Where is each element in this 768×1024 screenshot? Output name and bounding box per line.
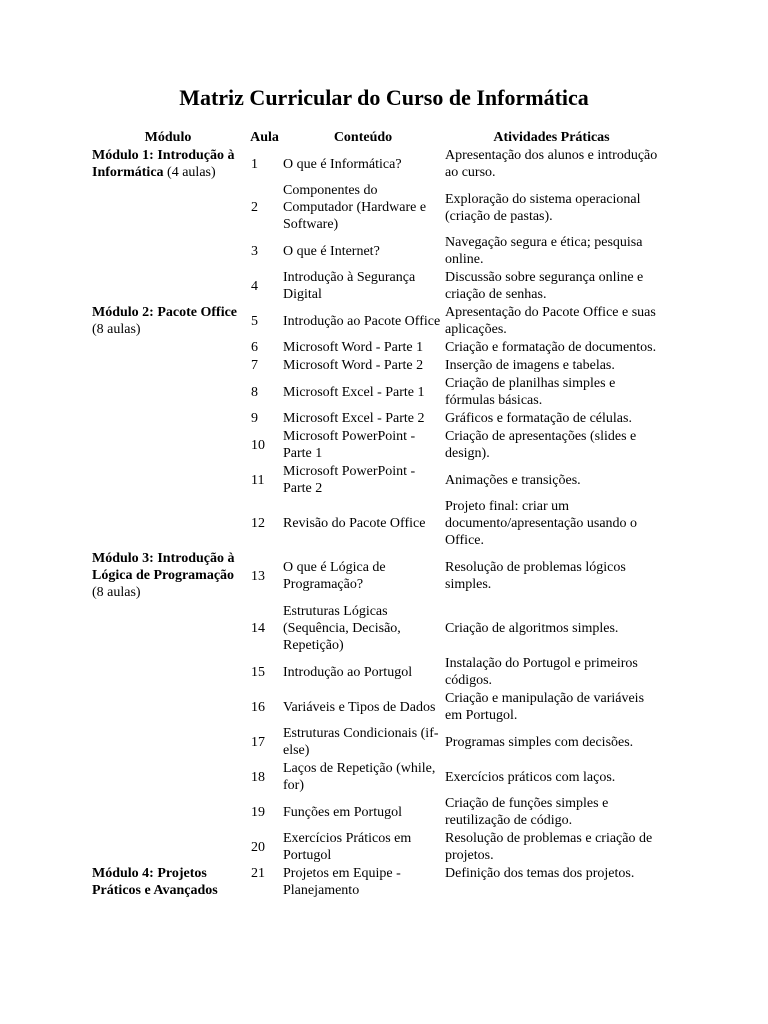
atividade-cell: Criação de algoritmos simples. bbox=[445, 621, 619, 636]
header-modulo: Módulo bbox=[144, 130, 192, 145]
table-row bbox=[89, 865, 659, 900]
atividade-cell: Animações e transições. bbox=[445, 472, 581, 488]
table-row bbox=[89, 147, 659, 182]
aula-number: 12 bbox=[251, 516, 265, 531]
conteudo-cell: Microsoft Word - Parte 1 bbox=[283, 340, 424, 355]
table-row bbox=[89, 304, 659, 339]
module-lesson-count: (8 aulas) bbox=[92, 322, 141, 337]
atividade-cell: Criação de funções simples e reutilização de código. bbox=[445, 796, 609, 828]
aula-number: 19 bbox=[251, 804, 265, 820]
conteudo-cell: Exercícios Práticos em Portugol bbox=[283, 831, 412, 863]
conteudo-cell: Componentes do Computador (Hardware e Software) bbox=[283, 183, 427, 232]
conteudo-cell: Laços de Repetição (while, for) bbox=[283, 761, 436, 793]
atividade-cell: Navegação segura e ética; pesquisa online. bbox=[445, 235, 643, 267]
conteudo-cell: O que é Internet? bbox=[283, 243, 380, 259]
aula-number: 8 bbox=[251, 384, 258, 400]
aula-number: 4 bbox=[251, 278, 258, 294]
table-row bbox=[89, 550, 659, 603]
aula-number: 20 bbox=[251, 839, 265, 855]
header-atividades: Atividades Práticas bbox=[493, 130, 610, 145]
conteudo-cell: Estruturas Lógicas (Sequência, Decisão, Repetição) bbox=[283, 604, 401, 653]
conteudo-cell: Introdução ao Portugol bbox=[283, 664, 413, 680]
module-name: Módulo 4: Projetos Práticos e Avançados bbox=[92, 866, 218, 898]
module-name: Módulo 3: Introdução à Lógica de Programação bbox=[92, 551, 235, 583]
atividade-cell: Programas simples com decisões. bbox=[445, 734, 634, 750]
atividade-cell: Instalação do Portugol e primeiros códigos. bbox=[445, 656, 638, 688]
atividade-cell: Exercícios práticos com laços. bbox=[445, 769, 616, 785]
atividade-cell: Criação de planilhas simples e fórmulas básicas. bbox=[445, 376, 616, 408]
atividade-cell: Exploração do sistema operacional (criação de pastas). bbox=[445, 191, 641, 224]
aula-number: 3 bbox=[251, 243, 258, 259]
conteudo-cell: Introdução ao Pacote Office bbox=[283, 313, 441, 329]
aula-number: 6 bbox=[251, 340, 258, 355]
aula-number: 13 bbox=[251, 568, 265, 584]
atividade-cell: Criação e manipulação de variáveis em Portugol. bbox=[445, 691, 645, 723]
module-cell bbox=[89, 865, 247, 900]
conteudo-cell: Introdução à Segurança Digital bbox=[283, 270, 416, 302]
conteudo-cell: Revisão do Pacote Office bbox=[283, 516, 426, 531]
aula-number: 16 bbox=[251, 699, 265, 715]
module-cell bbox=[89, 550, 247, 865]
aula-number: 1 bbox=[251, 156, 258, 172]
header-aula: Aula bbox=[250, 130, 279, 145]
atividade-cell: Resolução de problemas lógicos simples. bbox=[445, 560, 626, 592]
aula-number: 9 bbox=[251, 411, 258, 426]
atividade-cell: Criação de apresentações (slides e design). bbox=[445, 429, 637, 461]
table-header-row bbox=[89, 127, 659, 147]
conteudo-cell: Funções em Portugol bbox=[283, 804, 402, 820]
module-name: Módulo 1: Introdução à Informática bbox=[92, 148, 235, 180]
aula-number: 5 bbox=[251, 313, 258, 329]
atividade-cell: Resolução de problemas e criação de projetos. bbox=[445, 831, 653, 863]
aula-number: 18 bbox=[251, 769, 265, 785]
atividade-cell: Gráficos e formatação de células. bbox=[445, 411, 632, 426]
atividade-cell: Projeto final: criar um documento/apresentação usando o Office. bbox=[445, 499, 638, 548]
conteudo-cell: Microsoft PowerPoint - Parte 2 bbox=[283, 464, 416, 496]
aula-number: 17 bbox=[251, 734, 265, 750]
aula-number: 2 bbox=[251, 200, 258, 215]
aula-number: 7 bbox=[251, 358, 258, 373]
header-conteudo: Conteúdo bbox=[333, 130, 393, 145]
conteudo-cell: Microsoft Word - Parte 2 bbox=[283, 358, 424, 373]
conteudo-cell: Estruturas Condicionais (if-else) bbox=[283, 726, 439, 758]
curriculum-table bbox=[89, 127, 659, 900]
module-name: Módulo 2: Pacote Office bbox=[92, 305, 238, 320]
page-title: Matriz Curricular do Curso de Informática bbox=[179, 85, 589, 110]
conteudo-cell: Microsoft Excel - Parte 2 bbox=[283, 411, 425, 426]
atividade-cell: Apresentação do Pacote Office e suas aplicações. bbox=[445, 305, 656, 337]
aula-number: 14 bbox=[251, 621, 265, 636]
module-cell bbox=[89, 147, 247, 304]
atividade-cell: Inserção de imagens e tabelas. bbox=[445, 358, 615, 373]
conteudo-cell: Variáveis e Tipos de Dados bbox=[283, 699, 436, 715]
atividade-cell: Criação e formatação de documentos. bbox=[445, 340, 657, 355]
module-lesson-count: (8 aulas) bbox=[92, 585, 141, 600]
aula-number: 11 bbox=[251, 472, 265, 488]
conteudo-cell: Microsoft Excel - Parte 1 bbox=[283, 384, 425, 400]
aula-number: 10 bbox=[251, 437, 265, 453]
conteudo-cell: O que é Informática? bbox=[283, 156, 402, 172]
module-cell bbox=[89, 304, 247, 550]
conteudo-cell: Projetos em Equipe - Planejamento bbox=[283, 866, 401, 898]
atividade-cell: Definição dos temas dos projetos. bbox=[445, 866, 635, 881]
conteudo-cell: O que é Lógica de Programação? bbox=[283, 560, 386, 592]
aula-number: 15 bbox=[251, 664, 265, 680]
aula-number: 21 bbox=[251, 866, 265, 881]
module-lesson-count: (4 aulas) bbox=[167, 165, 216, 180]
atividade-cell: Apresentação dos alunos e introdução ao curso. bbox=[445, 148, 658, 180]
conteudo-cell: Microsoft PowerPoint - Parte 1 bbox=[283, 429, 416, 461]
atividade-cell: Discussão sobre segurança online e criação de senhas. bbox=[445, 270, 644, 302]
